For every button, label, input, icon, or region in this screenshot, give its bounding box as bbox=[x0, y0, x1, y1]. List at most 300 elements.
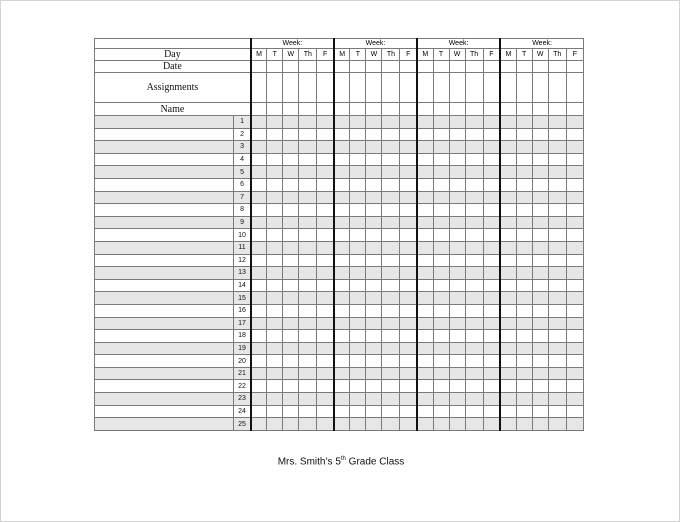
grade-cell[interactable] bbox=[267, 241, 283, 254]
grade-cell[interactable] bbox=[251, 367, 267, 380]
grade-cell[interactable] bbox=[400, 342, 417, 355]
grade-cell[interactable] bbox=[548, 355, 566, 368]
grade-cell[interactable] bbox=[516, 254, 532, 267]
grade-cell[interactable] bbox=[566, 279, 583, 292]
grade-cell[interactable] bbox=[417, 166, 433, 179]
grade-cell[interactable] bbox=[350, 267, 366, 280]
grade-cell[interactable] bbox=[317, 267, 334, 280]
grade-cell[interactable] bbox=[317, 241, 334, 254]
date-cell[interactable] bbox=[350, 61, 366, 73]
grade-cell[interactable] bbox=[532, 216, 548, 229]
grade-cell[interactable] bbox=[449, 355, 465, 368]
name-header-cell[interactable] bbox=[548, 103, 566, 116]
assignment-cell[interactable] bbox=[500, 73, 516, 103]
grade-cell[interactable] bbox=[267, 141, 283, 154]
grade-cell[interactable] bbox=[350, 178, 366, 191]
grade-cell[interactable] bbox=[283, 178, 299, 191]
grade-cell[interactable] bbox=[566, 178, 583, 191]
grade-cell[interactable] bbox=[366, 317, 382, 330]
grade-cell[interactable] bbox=[449, 380, 465, 393]
date-cell[interactable] bbox=[417, 61, 433, 73]
grade-cell[interactable] bbox=[299, 393, 317, 406]
grade-cell[interactable] bbox=[283, 153, 299, 166]
grade-cell[interactable] bbox=[366, 116, 382, 129]
assignment-cell[interactable] bbox=[334, 73, 350, 103]
grade-cell[interactable] bbox=[417, 380, 433, 393]
grade-cell[interactable] bbox=[465, 279, 483, 292]
grade-cell[interactable] bbox=[516, 241, 532, 254]
name-header-cell[interactable] bbox=[334, 103, 350, 116]
grade-cell[interactable] bbox=[251, 380, 267, 393]
name-header-cell[interactable] bbox=[566, 103, 583, 116]
name-header-cell[interactable] bbox=[366, 103, 382, 116]
grade-cell[interactable] bbox=[548, 393, 566, 406]
grade-cell[interactable] bbox=[516, 166, 532, 179]
grade-cell[interactable] bbox=[433, 418, 449, 431]
grade-cell[interactable] bbox=[267, 367, 283, 380]
grade-cell[interactable] bbox=[449, 166, 465, 179]
grade-cell[interactable] bbox=[283, 229, 299, 242]
grade-cell[interactable] bbox=[566, 342, 583, 355]
grade-cell[interactable] bbox=[267, 393, 283, 406]
student-name-cell[interactable] bbox=[95, 178, 234, 191]
grade-cell[interactable] bbox=[366, 216, 382, 229]
grade-cell[interactable] bbox=[483, 254, 500, 267]
grade-cell[interactable] bbox=[283, 204, 299, 217]
grade-cell[interactable] bbox=[532, 128, 548, 141]
grade-cell[interactable] bbox=[317, 355, 334, 368]
grade-cell[interactable] bbox=[483, 304, 500, 317]
student-name-cell[interactable] bbox=[95, 418, 234, 431]
date-cell[interactable] bbox=[334, 61, 350, 73]
grade-cell[interactable] bbox=[566, 216, 583, 229]
grade-cell[interactable] bbox=[400, 128, 417, 141]
grade-cell[interactable] bbox=[548, 166, 566, 179]
grade-cell[interactable] bbox=[548, 405, 566, 418]
grade-cell[interactable] bbox=[548, 241, 566, 254]
grade-cell[interactable] bbox=[317, 393, 334, 406]
grade-cell[interactable] bbox=[251, 355, 267, 368]
grade-cell[interactable] bbox=[566, 204, 583, 217]
grade-cell[interactable] bbox=[500, 153, 516, 166]
grade-cell[interactable] bbox=[382, 204, 400, 217]
grade-cell[interactable] bbox=[299, 128, 317, 141]
grade-cell[interactable] bbox=[299, 216, 317, 229]
student-name-cell[interactable] bbox=[95, 393, 234, 406]
grade-cell[interactable] bbox=[566, 166, 583, 179]
grade-cell[interactable] bbox=[267, 405, 283, 418]
grade-cell[interactable] bbox=[317, 141, 334, 154]
grade-cell[interactable] bbox=[299, 141, 317, 154]
grade-cell[interactable] bbox=[334, 292, 350, 305]
grade-cell[interactable] bbox=[350, 393, 366, 406]
grade-cell[interactable] bbox=[532, 229, 548, 242]
grade-cell[interactable] bbox=[449, 304, 465, 317]
grade-cell[interactable] bbox=[500, 216, 516, 229]
grade-cell[interactable] bbox=[500, 128, 516, 141]
grade-cell[interactable] bbox=[465, 304, 483, 317]
grade-cell[interactable] bbox=[483, 267, 500, 280]
date-cell[interactable] bbox=[267, 61, 283, 73]
grade-cell[interactable] bbox=[366, 279, 382, 292]
grade-cell[interactable] bbox=[483, 330, 500, 343]
grade-cell[interactable] bbox=[334, 380, 350, 393]
grade-cell[interactable] bbox=[465, 342, 483, 355]
grade-cell[interactable] bbox=[299, 204, 317, 217]
name-header-cell[interactable] bbox=[532, 103, 548, 116]
assignment-cell[interactable] bbox=[400, 73, 417, 103]
grade-cell[interactable] bbox=[532, 116, 548, 129]
grade-cell[interactable] bbox=[299, 304, 317, 317]
grade-cell[interactable] bbox=[267, 254, 283, 267]
grade-cell[interactable] bbox=[251, 241, 267, 254]
grade-cell[interactable] bbox=[299, 153, 317, 166]
grade-cell[interactable] bbox=[548, 141, 566, 154]
grade-cell[interactable] bbox=[433, 317, 449, 330]
grade-cell[interactable] bbox=[566, 128, 583, 141]
grade-cell[interactable] bbox=[283, 128, 299, 141]
grade-cell[interactable] bbox=[566, 229, 583, 242]
grade-cell[interactable] bbox=[299, 292, 317, 305]
grade-cell[interactable] bbox=[350, 317, 366, 330]
student-name-cell[interactable] bbox=[95, 166, 234, 179]
grade-cell[interactable] bbox=[516, 304, 532, 317]
grade-cell[interactable] bbox=[334, 216, 350, 229]
grade-cell[interactable] bbox=[400, 279, 417, 292]
grade-cell[interactable] bbox=[417, 241, 433, 254]
grade-cell[interactable] bbox=[433, 141, 449, 154]
grade-cell[interactable] bbox=[465, 254, 483, 267]
grade-cell[interactable] bbox=[334, 166, 350, 179]
grade-cell[interactable] bbox=[350, 418, 366, 431]
grade-cell[interactable] bbox=[483, 418, 500, 431]
grade-cell[interactable] bbox=[449, 418, 465, 431]
grade-cell[interactable] bbox=[334, 393, 350, 406]
grade-cell[interactable] bbox=[548, 178, 566, 191]
grade-cell[interactable] bbox=[483, 178, 500, 191]
grade-cell[interactable] bbox=[366, 128, 382, 141]
grade-cell[interactable] bbox=[366, 254, 382, 267]
grade-cell[interactable] bbox=[516, 330, 532, 343]
grade-cell[interactable] bbox=[267, 292, 283, 305]
grade-cell[interactable] bbox=[449, 317, 465, 330]
grade-cell[interactable] bbox=[251, 317, 267, 330]
grade-cell[interactable] bbox=[299, 367, 317, 380]
grade-cell[interactable] bbox=[465, 241, 483, 254]
grade-cell[interactable] bbox=[483, 204, 500, 217]
grade-cell[interactable] bbox=[532, 367, 548, 380]
grade-cell[interactable] bbox=[516, 405, 532, 418]
grade-cell[interactable] bbox=[548, 216, 566, 229]
grade-cell[interactable] bbox=[317, 304, 334, 317]
date-cell[interactable] bbox=[516, 61, 532, 73]
grade-cell[interactable] bbox=[251, 166, 267, 179]
grade-cell[interactable] bbox=[465, 355, 483, 368]
grade-cell[interactable] bbox=[417, 367, 433, 380]
date-cell[interactable] bbox=[283, 61, 299, 73]
name-header-cell[interactable] bbox=[465, 103, 483, 116]
student-name-cell[interactable] bbox=[95, 216, 234, 229]
grade-cell[interactable] bbox=[334, 241, 350, 254]
grade-cell[interactable] bbox=[500, 166, 516, 179]
grade-cell[interactable] bbox=[465, 191, 483, 204]
grade-cell[interactable] bbox=[417, 292, 433, 305]
grade-cell[interactable] bbox=[317, 116, 334, 129]
grade-cell[interactable] bbox=[433, 342, 449, 355]
grade-cell[interactable] bbox=[566, 317, 583, 330]
grade-cell[interactable] bbox=[366, 153, 382, 166]
grade-cell[interactable] bbox=[366, 166, 382, 179]
student-name-cell[interactable] bbox=[95, 128, 234, 141]
grade-cell[interactable] bbox=[382, 191, 400, 204]
grade-cell[interactable] bbox=[267, 166, 283, 179]
grade-cell[interactable] bbox=[350, 116, 366, 129]
grade-cell[interactable] bbox=[516, 229, 532, 242]
grade-cell[interactable] bbox=[251, 267, 267, 280]
grade-cell[interactable] bbox=[566, 241, 583, 254]
name-header-cell[interactable] bbox=[267, 103, 283, 116]
grade-cell[interactable] bbox=[400, 355, 417, 368]
grade-cell[interactable] bbox=[465, 128, 483, 141]
grade-cell[interactable] bbox=[465, 166, 483, 179]
assignment-cell[interactable] bbox=[465, 73, 483, 103]
grade-cell[interactable] bbox=[334, 330, 350, 343]
grade-cell[interactable] bbox=[433, 367, 449, 380]
grade-cell[interactable] bbox=[366, 342, 382, 355]
date-cell[interactable] bbox=[483, 61, 500, 73]
grade-cell[interactable] bbox=[417, 405, 433, 418]
grade-cell[interactable] bbox=[382, 153, 400, 166]
grade-cell[interactable] bbox=[566, 330, 583, 343]
grade-cell[interactable] bbox=[317, 418, 334, 431]
grade-cell[interactable] bbox=[516, 191, 532, 204]
grade-cell[interactable] bbox=[417, 216, 433, 229]
grade-cell[interactable] bbox=[465, 405, 483, 418]
grade-cell[interactable] bbox=[366, 178, 382, 191]
grade-cell[interactable] bbox=[283, 141, 299, 154]
date-cell[interactable] bbox=[317, 61, 334, 73]
grade-cell[interactable] bbox=[483, 141, 500, 154]
assignment-cell[interactable] bbox=[433, 73, 449, 103]
grade-cell[interactable] bbox=[317, 216, 334, 229]
grade-cell[interactable] bbox=[251, 292, 267, 305]
grade-cell[interactable] bbox=[433, 380, 449, 393]
grade-cell[interactable] bbox=[465, 153, 483, 166]
grade-cell[interactable] bbox=[483, 342, 500, 355]
grade-cell[interactable] bbox=[251, 342, 267, 355]
grade-cell[interactable] bbox=[382, 267, 400, 280]
grade-cell[interactable] bbox=[251, 330, 267, 343]
grade-cell[interactable] bbox=[334, 304, 350, 317]
grade-cell[interactable] bbox=[417, 304, 433, 317]
grade-cell[interactable] bbox=[283, 267, 299, 280]
grade-cell[interactable] bbox=[382, 254, 400, 267]
grade-cell[interactable] bbox=[516, 116, 532, 129]
grade-cell[interactable] bbox=[366, 355, 382, 368]
grade-cell[interactable] bbox=[566, 355, 583, 368]
student-name-cell[interactable] bbox=[95, 153, 234, 166]
grade-cell[interactable] bbox=[283, 292, 299, 305]
grade-cell[interactable] bbox=[400, 330, 417, 343]
grade-cell[interactable] bbox=[317, 229, 334, 242]
grade-cell[interactable] bbox=[251, 128, 267, 141]
grade-cell[interactable] bbox=[516, 141, 532, 154]
grade-cell[interactable] bbox=[465, 116, 483, 129]
grade-cell[interactable] bbox=[449, 141, 465, 154]
student-name-cell[interactable] bbox=[95, 367, 234, 380]
grade-cell[interactable] bbox=[483, 355, 500, 368]
assignment-cell[interactable] bbox=[516, 73, 532, 103]
grade-cell[interactable] bbox=[566, 267, 583, 280]
grade-cell[interactable] bbox=[283, 166, 299, 179]
grade-cell[interactable] bbox=[433, 116, 449, 129]
grade-cell[interactable] bbox=[500, 116, 516, 129]
grade-cell[interactable] bbox=[283, 330, 299, 343]
grade-cell[interactable] bbox=[433, 393, 449, 406]
grade-cell[interactable] bbox=[548, 292, 566, 305]
grade-cell[interactable] bbox=[465, 292, 483, 305]
grade-cell[interactable] bbox=[433, 241, 449, 254]
grade-cell[interactable] bbox=[465, 330, 483, 343]
grade-cell[interactable] bbox=[516, 355, 532, 368]
grade-cell[interactable] bbox=[267, 304, 283, 317]
date-cell[interactable] bbox=[400, 61, 417, 73]
grade-cell[interactable] bbox=[532, 178, 548, 191]
grade-cell[interactable] bbox=[532, 355, 548, 368]
grade-cell[interactable] bbox=[449, 153, 465, 166]
grade-cell[interactable] bbox=[334, 116, 350, 129]
name-header-cell[interactable] bbox=[350, 103, 366, 116]
grade-cell[interactable] bbox=[500, 330, 516, 343]
grade-cell[interactable] bbox=[299, 355, 317, 368]
grade-cell[interactable] bbox=[283, 317, 299, 330]
grade-cell[interactable] bbox=[532, 254, 548, 267]
grade-cell[interactable] bbox=[251, 153, 267, 166]
grade-cell[interactable] bbox=[465, 141, 483, 154]
grade-cell[interactable] bbox=[350, 355, 366, 368]
grade-cell[interactable] bbox=[532, 292, 548, 305]
grade-cell[interactable] bbox=[334, 279, 350, 292]
grade-cell[interactable] bbox=[500, 292, 516, 305]
assignment-cell[interactable] bbox=[283, 73, 299, 103]
grade-cell[interactable] bbox=[251, 178, 267, 191]
grade-cell[interactable] bbox=[267, 229, 283, 242]
grade-cell[interactable] bbox=[465, 367, 483, 380]
grade-cell[interactable] bbox=[449, 267, 465, 280]
grade-cell[interactable] bbox=[382, 405, 400, 418]
grade-cell[interactable] bbox=[251, 141, 267, 154]
grade-cell[interactable] bbox=[350, 128, 366, 141]
grade-cell[interactable] bbox=[334, 405, 350, 418]
grade-cell[interactable] bbox=[334, 317, 350, 330]
student-name-cell[interactable] bbox=[95, 330, 234, 343]
grade-cell[interactable] bbox=[500, 178, 516, 191]
assignment-cell[interactable] bbox=[382, 73, 400, 103]
grade-cell[interactable] bbox=[251, 304, 267, 317]
grade-cell[interactable] bbox=[366, 418, 382, 431]
grade-cell[interactable] bbox=[449, 393, 465, 406]
grade-cell[interactable] bbox=[483, 292, 500, 305]
grade-cell[interactable] bbox=[400, 178, 417, 191]
grade-cell[interactable] bbox=[449, 128, 465, 141]
student-name-cell[interactable] bbox=[95, 191, 234, 204]
grade-cell[interactable] bbox=[548, 128, 566, 141]
grade-cell[interactable] bbox=[366, 204, 382, 217]
grade-cell[interactable] bbox=[382, 355, 400, 368]
assignment-cell[interactable] bbox=[299, 73, 317, 103]
grade-cell[interactable] bbox=[483, 279, 500, 292]
grade-cell[interactable] bbox=[417, 153, 433, 166]
grade-cell[interactable] bbox=[366, 393, 382, 406]
grade-cell[interactable] bbox=[465, 393, 483, 406]
grade-cell[interactable] bbox=[283, 241, 299, 254]
grade-cell[interactable] bbox=[299, 166, 317, 179]
grade-cell[interactable] bbox=[500, 141, 516, 154]
date-cell[interactable] bbox=[465, 61, 483, 73]
grade-cell[interactable] bbox=[251, 229, 267, 242]
grade-cell[interactable] bbox=[283, 279, 299, 292]
grade-cell[interactable] bbox=[548, 317, 566, 330]
grade-cell[interactable] bbox=[449, 178, 465, 191]
grade-cell[interactable] bbox=[433, 304, 449, 317]
grade-cell[interactable] bbox=[417, 355, 433, 368]
grade-cell[interactable] bbox=[548, 191, 566, 204]
grade-cell[interactable] bbox=[400, 367, 417, 380]
grade-cell[interactable] bbox=[566, 393, 583, 406]
grade-cell[interactable] bbox=[283, 355, 299, 368]
grade-cell[interactable] bbox=[400, 405, 417, 418]
assignment-cell[interactable] bbox=[417, 73, 433, 103]
student-name-cell[interactable] bbox=[95, 292, 234, 305]
grade-cell[interactable] bbox=[334, 254, 350, 267]
grade-cell[interactable] bbox=[382, 367, 400, 380]
grade-cell[interactable] bbox=[417, 116, 433, 129]
grade-cell[interactable] bbox=[267, 380, 283, 393]
grade-cell[interactable] bbox=[366, 367, 382, 380]
grade-cell[interactable] bbox=[267, 342, 283, 355]
name-header-cell[interactable] bbox=[449, 103, 465, 116]
grade-cell[interactable] bbox=[299, 191, 317, 204]
grade-cell[interactable] bbox=[382, 292, 400, 305]
grade-cell[interactable] bbox=[500, 279, 516, 292]
grade-cell[interactable] bbox=[465, 216, 483, 229]
grade-cell[interactable] bbox=[548, 304, 566, 317]
grade-cell[interactable] bbox=[317, 128, 334, 141]
grade-cell[interactable] bbox=[317, 317, 334, 330]
grade-cell[interactable] bbox=[465, 267, 483, 280]
name-header-cell[interactable] bbox=[433, 103, 449, 116]
grade-cell[interactable] bbox=[283, 304, 299, 317]
grade-cell[interactable] bbox=[299, 267, 317, 280]
grade-cell[interactable] bbox=[317, 178, 334, 191]
date-cell[interactable] bbox=[251, 61, 267, 73]
grade-cell[interactable] bbox=[334, 141, 350, 154]
grade-cell[interactable] bbox=[251, 216, 267, 229]
grade-cell[interactable] bbox=[350, 141, 366, 154]
grade-cell[interactable] bbox=[400, 267, 417, 280]
grade-cell[interactable] bbox=[417, 267, 433, 280]
grade-cell[interactable] bbox=[382, 128, 400, 141]
grade-cell[interactable] bbox=[465, 178, 483, 191]
grade-cell[interactable] bbox=[433, 191, 449, 204]
grade-cell[interactable] bbox=[400, 204, 417, 217]
grade-cell[interactable] bbox=[283, 216, 299, 229]
grade-cell[interactable] bbox=[317, 367, 334, 380]
grade-cell[interactable] bbox=[417, 178, 433, 191]
grade-cell[interactable] bbox=[483, 229, 500, 242]
grade-cell[interactable] bbox=[334, 229, 350, 242]
grade-cell[interactable] bbox=[283, 191, 299, 204]
